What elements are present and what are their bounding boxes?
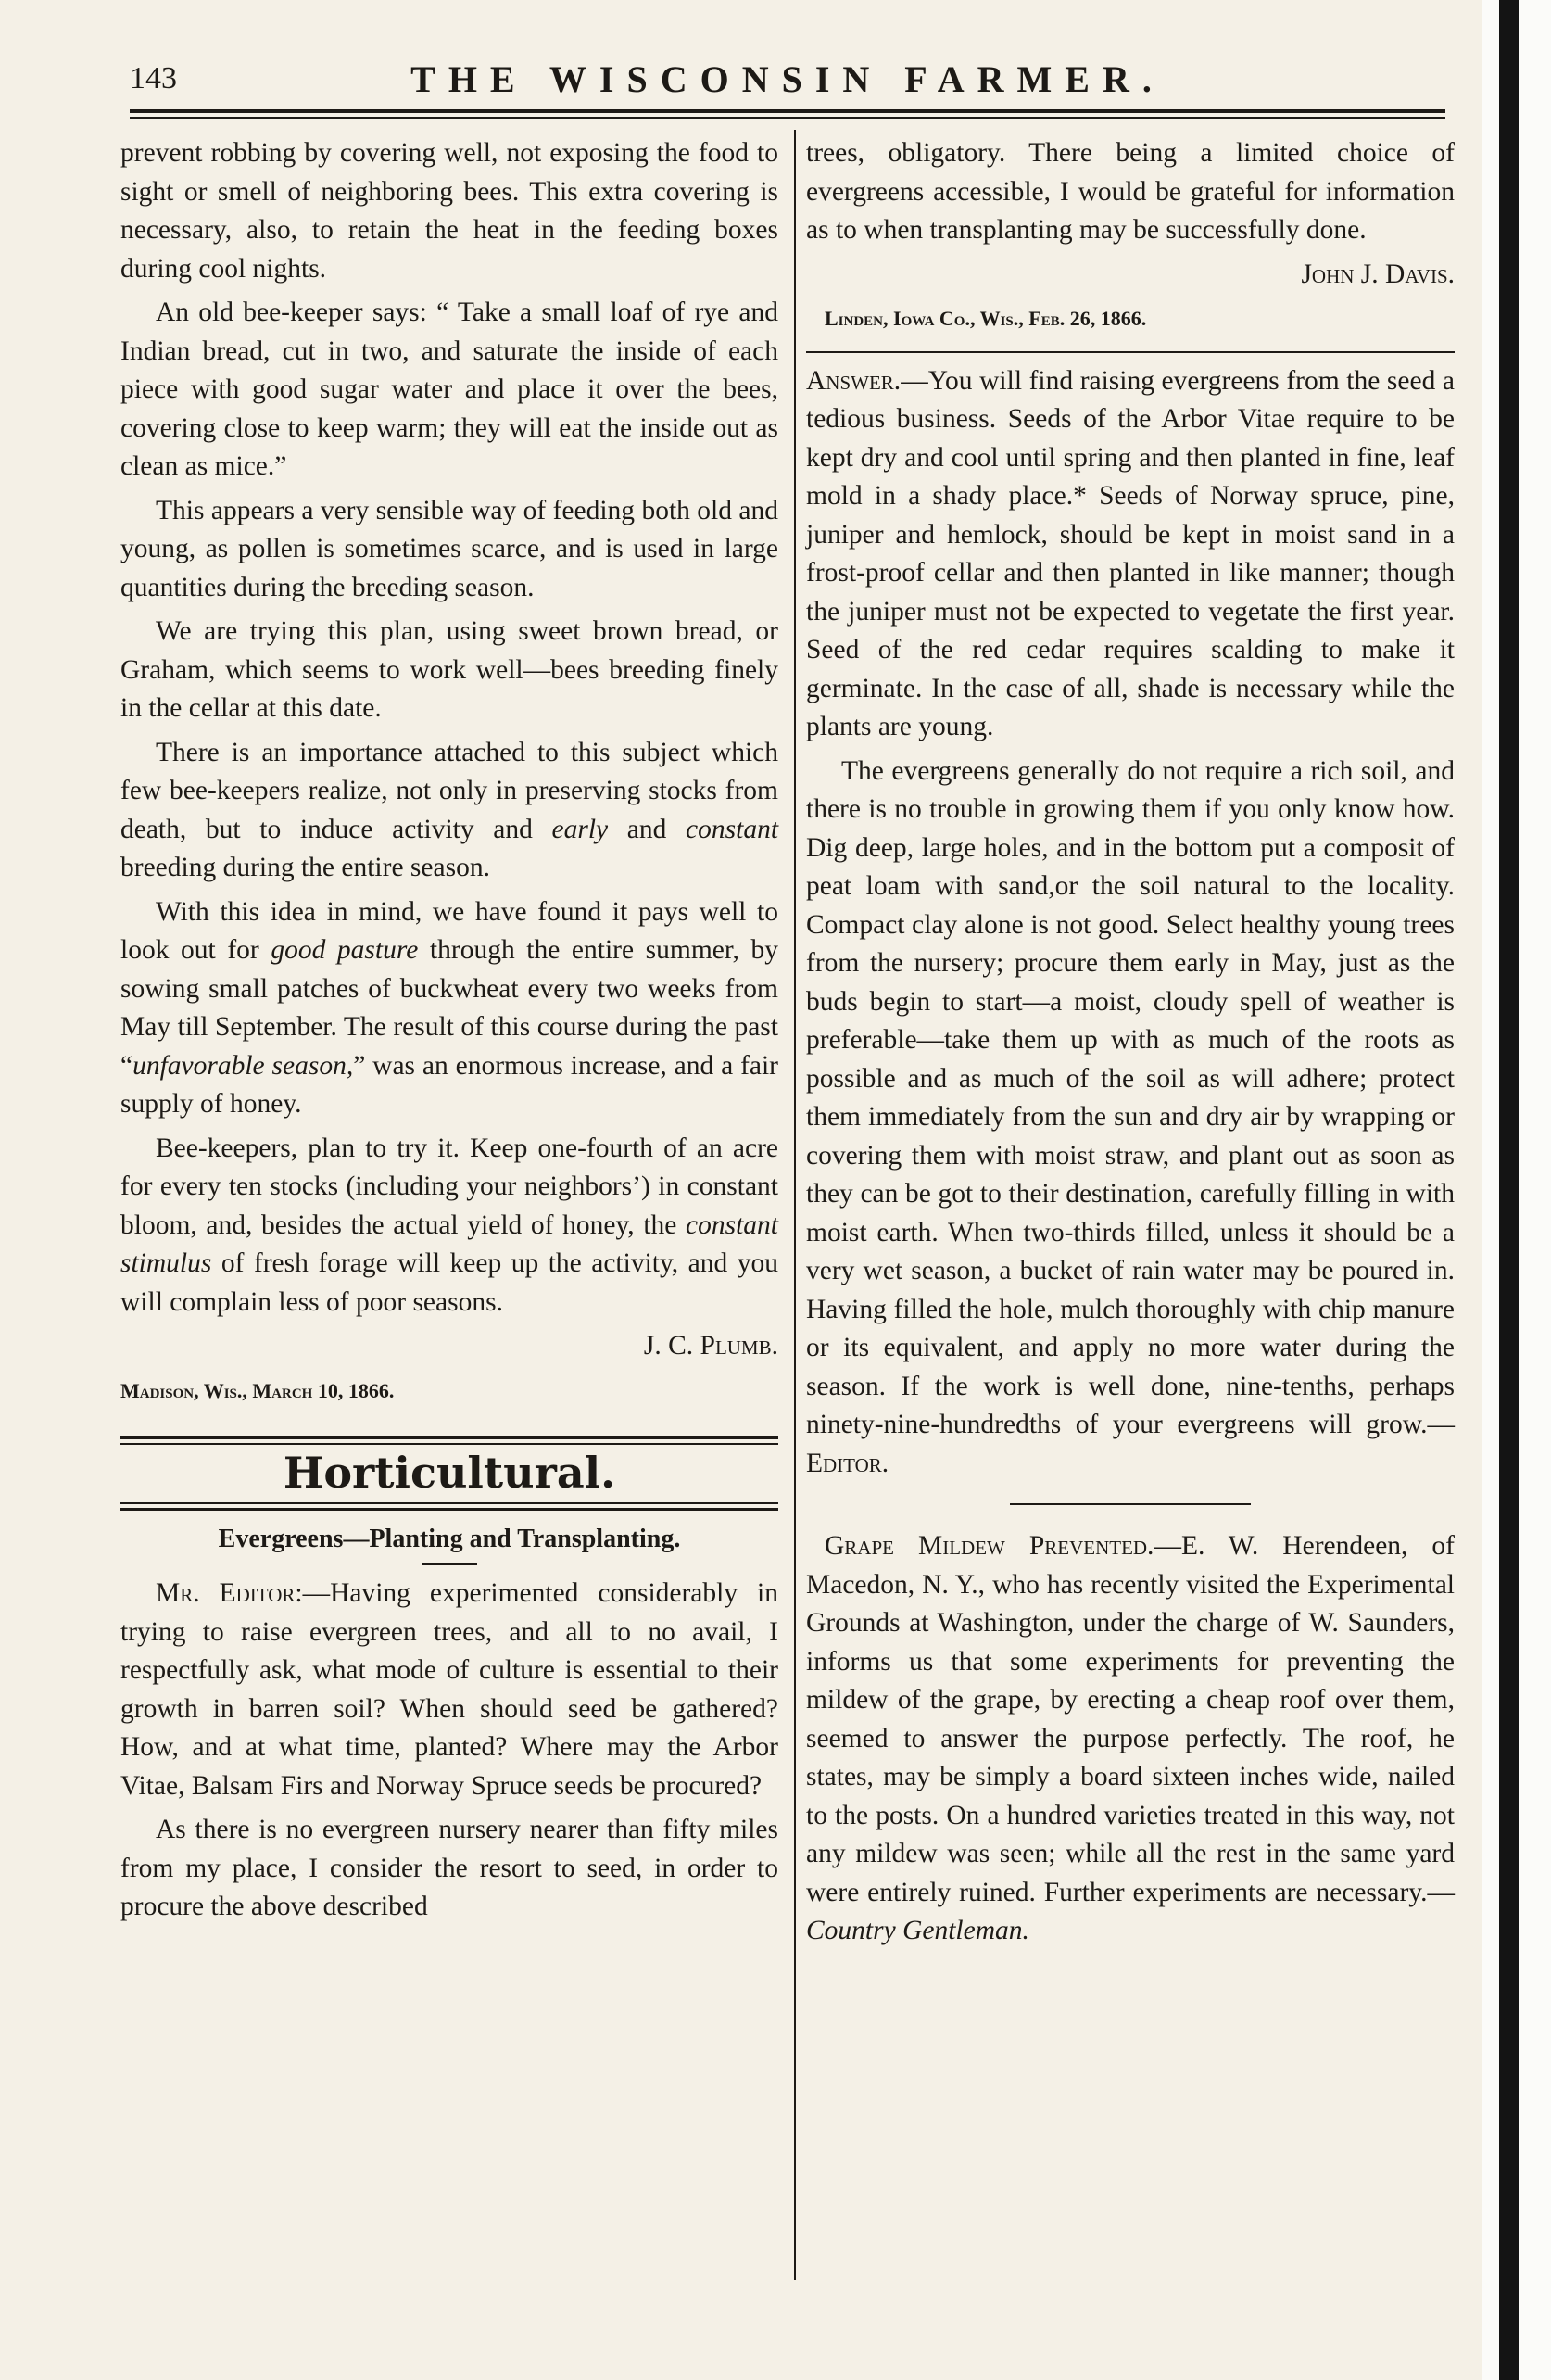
bee-paragraph-5-a: There is an importance attached to this subject which few bee-keepers realize, not only in preserving stocks from death, but to induce activity and (120, 737, 778, 844)
answer-paragraph-1-text: —You will find raising evergreens from the seed a tedious business. Seeds of the Arbor Vitae require to be kept dry and cool until spring and then planted in fine, leaf mold in a shady place.* Seeds of Norway spruce, pine, juniper and hemlock, should be kept in moist sand in a frost-proof cellar and then planted in like manner; though the juniper must not be expected to vegetate the first year. Seed of the red cedar requires scalding to make it germinate. In the case of all, shade is necessary while the plants are young. (806, 365, 1455, 741)
answer-paragraph-1 (806, 362, 1455, 747)
bee-paragraph-7-a: Bee-keepers, plan to try it. Keep one-fourth of an acre for every ten stocks (including your neighbors’) in constant bloom, and, besides the actual yield of honey, the (120, 1133, 778, 1240)
left-column (120, 134, 778, 1932)
column-divider (794, 130, 796, 2280)
page-header (130, 54, 1445, 109)
answer-paragraph-2 (806, 753, 1455, 1484)
bee-paragraph-7-b: of fresh forage will keep up the activity, and you will complain less of poor seasons. (120, 1248, 778, 1317)
letter-dateline: Linden, Iowa Co., Wis., Feb. 26, 1866. (825, 307, 1147, 330)
header-rule-bottom (130, 117, 1445, 119)
article-title-rule (422, 1563, 477, 1565)
grape-article-source: Country Gentleman. (806, 1916, 1029, 1945)
header-rule-top (130, 109, 1445, 113)
grape-article-title: Grape Mildew Prevented. (825, 1531, 1154, 1561)
bee-paragraph-3: This appears a very sensible way of feeding both old and young, as pollen is sometimes scarce, and is used in large quantities during the breeding season. (120, 495, 778, 602)
bee-paragraph-5 (120, 734, 778, 888)
journal-title: THE WISCONSIN FARMER. (410, 58, 1165, 100)
answer-paragraph-2-text: The evergreens generally do not require a rich soil, and there is no trouble in growing them if you only know how. Dig deep, large holes, and in the bottom put a composit of peat loam with sand,or the soil natural to the locality. Compact clay alone is not good. Select healthy young trees from the nursery; procure them early in May, just as the buds begin to start—a moist, cloudy spell of weather is preferable—take them up with as much of the roots as possible and as much of the soil as will adhere; protect them immediately from the sun and dry air by wrapping or covering them with moist straw, and plant out as soon as they can be got to their destination, carefully filling in with moist earth. When two-thirds filled, unless it should be a very wet season, a bucket of rain water may be poured in. Having filled the hole, mulch thoroughly with chip manure or its equivalent, and apply no more water during the season. If the work is well done, nine-tenths, perhaps ninety-nine-hundredths of your evergreens will grow.— (806, 755, 1455, 1439)
bee-paragraph-7 (120, 1130, 778, 1323)
article-separator (1010, 1503, 1251, 1505)
bee-paragraph-6 (120, 893, 778, 1124)
author-dateline: Madison, Wis., March 10, 1866. (120, 1378, 395, 1402)
section-rule-bottom (120, 1502, 778, 1504)
bee-paragraph-5-b: breeding during the entire season. (120, 853, 490, 882)
article-title: Evergreens—Planting and Transplanting. (218, 1524, 681, 1553)
emphasis-unfavorable-season: unfavorable season, (132, 1050, 354, 1081)
emphasis-good-pasture: good pasture (271, 935, 419, 965)
bee-paragraph-5-and: and (608, 814, 687, 844)
answer-label: Answer. (806, 365, 902, 396)
bee-paragraph-6-a: With this idea in mind, we have found it pays well to look out for (120, 896, 778, 965)
letter-signature: John J. Davis. (1301, 259, 1455, 289)
section-rule-top (120, 1436, 778, 1439)
editor-signature: Editor. (806, 1448, 889, 1478)
bee-paragraph-2: An old bee-keeper says: “ Take a small loaf of rye and Indian bread, cut in two, and saturate the inside of each piece with good sugar water and place it over the bees, covering close to keep warm; they will eat the inside out as clean as mice.” (120, 298, 778, 481)
section-rule-top-thin (120, 1443, 778, 1445)
letter-paragraph-1-text: —Having experimented considerably in trying to raise evergreen trees, and all to no avail, I respectfully ask, what mode of culture is essential to their growth in barren soil? When should seed be gathered? How, and at what time, planted? Where may the Arbor Vitae, Balsam Firs and Norway Spruce seeds be procured? (120, 1578, 779, 1801)
grape-article (806, 1527, 1455, 1951)
letter-continuation: trees, obligatory. There being a limited choice of evergreens accessible, I would be grateful for information as to when transplanting may be successfully done. (806, 138, 1455, 245)
letter-paragraph-2: As there is no evergreen nursery nearer than fifty miles from my place, I consider the resort to seed, in order to procure the above described (120, 1815, 778, 1921)
book-spine (1499, 0, 1519, 2380)
letter-paragraph-1 (120, 1575, 778, 1805)
page-number: 143 (130, 61, 177, 95)
section-rule-bottom-thick (120, 1508, 778, 1511)
author-signature: J. C. Plumb. (643, 1331, 778, 1361)
emphasis-constant: constant (686, 814, 779, 844)
letter-end-rule (806, 351, 1455, 353)
right-column (806, 134, 1455, 1956)
emphasis-constant-stimulus: constant stimulus (120, 1209, 778, 1278)
section-heading: Horticultural. (283, 1448, 616, 1498)
salutation: Mr. Editor: (156, 1578, 303, 1608)
bee-paragraph-6-c: ” was an enormous increase, and a fair supply of honey. (120, 1050, 778, 1119)
bee-paragraph-4: We are trying this plan, using sweet brown bread, or Graham, which seems to work well—bees breeding finely in the cellar at this date. (120, 616, 778, 723)
bee-paragraph-1: prevent robbing by covering well, not exposing the food to sight or smell of neighboring bees. This extra covering is necessary, also, to retain the heat in the feeding boxes during cool nights. (120, 138, 778, 284)
emphasis-early: early (551, 814, 609, 844)
grape-article-text: —E. W. Herendeen, of Macedon, N. Y., who has recently visited the Experimental Grounds at Washington, under the charge of W. Saunders, informs us that some experiments for preventing the mildew of the grape, by erecting a cheap roof over them, seemed to answer the purpose perfectly. The roof, he states, may be simply a board sixteen inches wide, nailed to the posts. On a hundred varieties treated in this way, not any mildew was seen; while all the rest in the same yard were entirely ruined. Further experiments are necessary.— (806, 1531, 1455, 1907)
bee-paragraph-6-b: through the entire summer, by sowing small patches of buckwheat every two weeks from May till September. The result of this course during the past “ (120, 935, 778, 1081)
